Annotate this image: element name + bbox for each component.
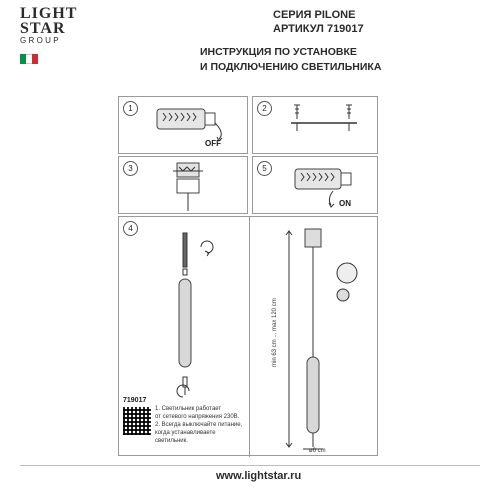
title-line2: И ПОДКЛЮЧЕНИЮ СВЕТИЛЬНИКА: [200, 61, 382, 73]
step-number: 1: [123, 101, 138, 116]
note-line: от сетевого напряжения 230В.: [155, 414, 240, 420]
step-number: 4: [123, 221, 138, 236]
diameter-label: ø6 cm: [309, 448, 326, 454]
logo-line1: LIGHT: [20, 5, 78, 22]
article-label: АРТИКУЛ 719017: [273, 23, 364, 35]
step-panel-3: [118, 156, 248, 214]
note-line: 1. Светильник работает: [155, 406, 222, 412]
logo-line2: STAR: [20, 20, 66, 37]
note-line: 2. Всегда выключайте питание,: [155, 422, 243, 428]
on-label: ON: [339, 199, 351, 208]
product-notes: [155, 405, 247, 445]
title-line1: ИНСТРУКЦИЯ ПО УСТАНОВКЕ: [200, 46, 357, 58]
page-title: [200, 45, 381, 75]
product-code: 719017: [123, 397, 147, 404]
step-panel-4: [118, 216, 378, 456]
logo-line3: GROUP: [20, 36, 61, 45]
note-line: когда устанавливаете светильник.: [155, 430, 216, 444]
height-dimension-label: min 63 cm ... max 120 cm: [272, 298, 278, 367]
step-number: 3: [123, 161, 138, 176]
qr-code-icon: [123, 407, 151, 435]
step-panel-2: [252, 96, 378, 154]
italy-flag-icon: [20, 54, 38, 64]
step-number: 2: [257, 101, 272, 116]
step-panel-5: [252, 156, 378, 214]
step-number: 5: [257, 161, 272, 176]
switch-on-illustration: [253, 157, 379, 215]
switch-off-illustration: [119, 97, 249, 155]
dimension-illustration: [249, 217, 379, 457]
drill-mounting-illustration: [253, 97, 379, 155]
off-label: OFF: [205, 139, 221, 148]
canopy-wiring-illustration: [119, 157, 249, 215]
series-label: СЕРИЯ PILONE: [273, 9, 356, 21]
footer-divider: [20, 465, 480, 466]
brand-logo: [20, 6, 82, 45]
step-panel-1: [118, 96, 248, 154]
footer-url[interactable]: www.lightstar.ru: [216, 470, 302, 482]
